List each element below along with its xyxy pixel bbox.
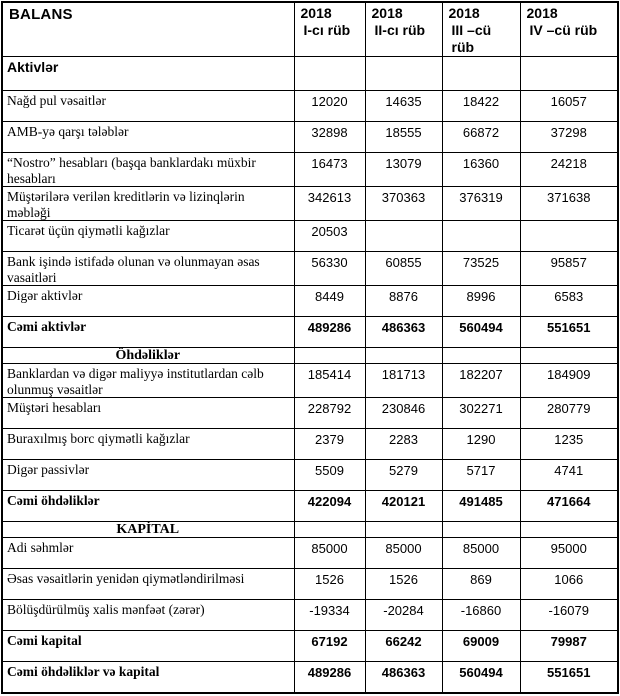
value-cell: 1526 bbox=[294, 569, 365, 600]
value-cell: 85000 bbox=[294, 538, 365, 569]
value-cell: 5279 bbox=[365, 460, 442, 491]
row-label: Ticarət üçün qiymətli kağızlar bbox=[2, 221, 294, 252]
value-cell: 420121 bbox=[365, 491, 442, 522]
year-label: 2018 bbox=[526, 5, 558, 21]
value-cell: 24218 bbox=[520, 153, 618, 187]
value-cell: 422094 bbox=[294, 491, 365, 522]
section-row-liabilities bbox=[2, 348, 618, 364]
table-row bbox=[2, 429, 618, 460]
value-cell bbox=[294, 522, 365, 538]
total-row-liabilities bbox=[2, 491, 618, 522]
value-cell: 471664 bbox=[520, 491, 618, 522]
table-row bbox=[2, 286, 618, 317]
value-cell: 370363 bbox=[365, 187, 442, 221]
value-cell: 1290 bbox=[442, 429, 520, 460]
value-cell bbox=[442, 221, 520, 252]
value-cell bbox=[294, 57, 365, 91]
value-cell: 376319 bbox=[442, 187, 520, 221]
table-row bbox=[2, 600, 618, 631]
column-header-q2 bbox=[365, 2, 442, 57]
value-cell: -16860 bbox=[442, 600, 520, 631]
value-cell: 6583 bbox=[520, 286, 618, 317]
value-cell bbox=[442, 348, 520, 364]
value-cell: 16473 bbox=[294, 153, 365, 187]
table-row bbox=[2, 460, 618, 491]
row-label: “Nostro” hesabları (başqa banklardakı müxbir hesabları bbox=[2, 153, 294, 187]
value-cell: 20503 bbox=[294, 221, 365, 252]
total-row-assets bbox=[2, 317, 618, 348]
value-cell: 280779 bbox=[520, 398, 618, 429]
row-label: Bank işində istifadə olunan və olunmayan əsas vasaitləri bbox=[2, 252, 294, 286]
value-cell: 73525 bbox=[442, 252, 520, 286]
value-cell: 869 bbox=[442, 569, 520, 600]
value-cell bbox=[365, 57, 442, 91]
section-row-capital bbox=[2, 522, 618, 538]
value-cell: 37298 bbox=[520, 122, 618, 153]
value-cell: 491485 bbox=[442, 491, 520, 522]
value-cell: 69009 bbox=[442, 631, 520, 662]
column-header-q3 bbox=[442, 2, 520, 57]
value-cell: 16360 bbox=[442, 153, 520, 187]
value-cell: 551651 bbox=[520, 662, 618, 693]
table-row bbox=[2, 398, 618, 429]
value-cell: 560494 bbox=[442, 317, 520, 348]
table-row bbox=[2, 364, 618, 398]
value-cell: 2283 bbox=[365, 429, 442, 460]
table-row bbox=[2, 187, 618, 221]
value-cell: 95000 bbox=[520, 538, 618, 569]
value-cell: 182207 bbox=[442, 364, 520, 398]
row-label: Nağd pul vəsaitlər bbox=[2, 91, 294, 122]
value-cell bbox=[365, 522, 442, 538]
header-row bbox=[2, 2, 618, 57]
row-label: Banklardan və digər maliyyə institutlardan cəlb olunmuş vəsaitlər bbox=[2, 364, 294, 398]
section-label: KAPİTAL bbox=[2, 522, 294, 538]
value-cell bbox=[442, 57, 520, 91]
year-label: 2018 bbox=[371, 5, 403, 21]
column-header-q1 bbox=[294, 2, 365, 57]
value-cell: 181713 bbox=[365, 364, 442, 398]
value-cell: 66872 bbox=[442, 122, 520, 153]
value-cell: -19334 bbox=[294, 600, 365, 631]
year-label: 2018 bbox=[300, 5, 332, 21]
value-cell bbox=[520, 522, 618, 538]
row-label: Bölüşdürülmüş xalis mənfəət (zərər) bbox=[2, 600, 294, 631]
table-row bbox=[2, 538, 618, 569]
row-label: AMB-yə qarşı tələblər bbox=[2, 122, 294, 153]
value-cell: 13079 bbox=[365, 153, 442, 187]
value-cell: 66242 bbox=[365, 631, 442, 662]
total-row-capital bbox=[2, 631, 618, 662]
value-cell: 486363 bbox=[365, 317, 442, 348]
row-label: Digər aktivlər bbox=[2, 286, 294, 317]
quarter-label: III –cü rüb bbox=[451, 22, 492, 55]
value-cell bbox=[520, 348, 618, 364]
table-row bbox=[2, 252, 618, 286]
table-row bbox=[2, 153, 618, 187]
value-cell: 85000 bbox=[365, 538, 442, 569]
value-cell: 302271 bbox=[442, 398, 520, 429]
value-cell: 32898 bbox=[294, 122, 365, 153]
value-cell: 85000 bbox=[442, 538, 520, 569]
row-label: Digər passivlər bbox=[2, 460, 294, 491]
value-cell: 185414 bbox=[294, 364, 365, 398]
total-label: Cəmi aktivlər bbox=[2, 317, 294, 348]
quarter-label: I-cı rüb bbox=[303, 22, 351, 38]
value-cell: 489286 bbox=[294, 662, 365, 693]
value-cell bbox=[520, 57, 618, 91]
value-cell: 18555 bbox=[365, 122, 442, 153]
value-cell: 67192 bbox=[294, 631, 365, 662]
value-cell: 8996 bbox=[442, 286, 520, 317]
quarter-label: II-cı rüb bbox=[374, 22, 426, 38]
value-cell: 2379 bbox=[294, 429, 365, 460]
value-cell: -20284 bbox=[365, 600, 442, 631]
section-label: Aktivlər bbox=[2, 57, 294, 91]
quarter-label: IV –cü rüb bbox=[529, 22, 598, 38]
value-cell: 5509 bbox=[294, 460, 365, 491]
value-cell: 1066 bbox=[520, 569, 618, 600]
total-label: Cəmi öhdəliklər və kapital bbox=[2, 662, 294, 693]
table-title: BALANS bbox=[2, 2, 294, 57]
value-cell: 560494 bbox=[442, 662, 520, 693]
value-cell bbox=[365, 221, 442, 252]
value-cell bbox=[294, 348, 365, 364]
total-row-liabilities-and-capital bbox=[2, 662, 618, 693]
row-label: Əsas vəsaitlərin yenidən qiymətləndirilməsi bbox=[2, 569, 294, 600]
table-row bbox=[2, 91, 618, 122]
value-cell bbox=[365, 348, 442, 364]
section-row-assets bbox=[2, 57, 618, 91]
column-header-q4 bbox=[520, 2, 618, 57]
row-label: Müştərilərə verilən kreditlərin və lizinqlərin məbləği bbox=[2, 187, 294, 221]
total-label: Cəmi kapital bbox=[2, 631, 294, 662]
balance-sheet-table bbox=[1, 1, 619, 694]
value-cell: 486363 bbox=[365, 662, 442, 693]
value-cell: 8449 bbox=[294, 286, 365, 317]
value-cell: 8876 bbox=[365, 286, 442, 317]
value-cell: 5717 bbox=[442, 460, 520, 491]
value-cell: 371638 bbox=[520, 187, 618, 221]
value-cell: 14635 bbox=[365, 91, 442, 122]
value-cell: -16079 bbox=[520, 600, 618, 631]
value-cell: 184909 bbox=[520, 364, 618, 398]
value-cell: 1526 bbox=[365, 569, 442, 600]
value-cell: 60855 bbox=[365, 252, 442, 286]
value-cell: 342613 bbox=[294, 187, 365, 221]
value-cell: 230846 bbox=[365, 398, 442, 429]
value-cell: 551651 bbox=[520, 317, 618, 348]
value-cell: 228792 bbox=[294, 398, 365, 429]
value-cell: 489286 bbox=[294, 317, 365, 348]
row-label: Adi səhmlər bbox=[2, 538, 294, 569]
table-row bbox=[2, 221, 618, 252]
year-label: 2018 bbox=[448, 5, 480, 21]
row-label: Müştəri hesabları bbox=[2, 398, 294, 429]
value-cell bbox=[442, 522, 520, 538]
value-cell: 16057 bbox=[520, 91, 618, 122]
value-cell: 1235 bbox=[520, 429, 618, 460]
value-cell: 12020 bbox=[294, 91, 365, 122]
table-row bbox=[2, 569, 618, 600]
value-cell: 18422 bbox=[442, 91, 520, 122]
total-label: Cəmi öhdəliklər bbox=[2, 491, 294, 522]
value-cell: 95857 bbox=[520, 252, 618, 286]
value-cell: 4741 bbox=[520, 460, 618, 491]
table-row bbox=[2, 122, 618, 153]
section-label: Öhdəliklər bbox=[2, 348, 294, 364]
row-label: Buraxılmış borc qiymətli kağızlar bbox=[2, 429, 294, 460]
value-cell: 56330 bbox=[294, 252, 365, 286]
value-cell bbox=[520, 221, 618, 252]
value-cell: 79987 bbox=[520, 631, 618, 662]
